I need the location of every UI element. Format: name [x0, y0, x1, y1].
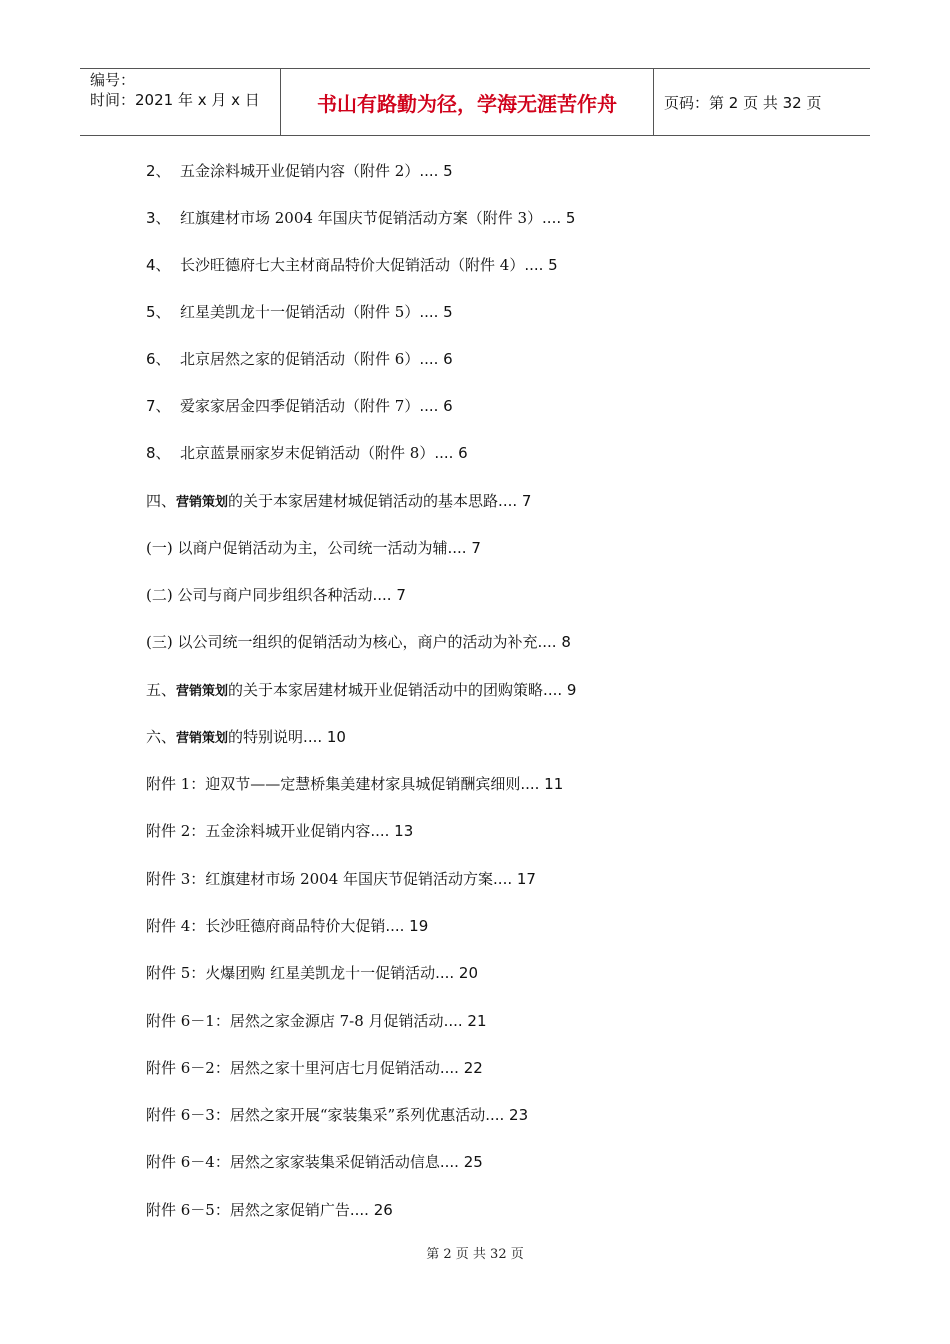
toc-appendix-title: 附件 6－1：居然之家金源店 7-8 月促销活动 [146, 1012, 444, 1030]
toc-appendix-title: 附件 6－2：居然之家十里河店七月促销活动 [146, 1059, 440, 1077]
toc-section-page: .... 9 [543, 681, 577, 699]
toc-appendix[interactable] [146, 1104, 528, 1126]
toc-entry-title: 北京蓝景丽家岁末促销活动（附件 8） [180, 444, 435, 462]
toc-entry-page: .... 6 [434, 444, 468, 462]
toc-section-prefix: 五、 [146, 681, 177, 699]
toc-appendix-page: .... 25 [439, 1153, 483, 1171]
toc-entry-title: 爱家家居金四季促销活动（附件 7） [180, 397, 420, 415]
toc-entry-number: 7、 [146, 397, 171, 415]
toc-entry-page: .... 5 [419, 303, 453, 321]
toc-entry-title: 红旗建材市场 2004 年国庆节促销活动方案（附件 3） [180, 209, 543, 227]
toc-entry[interactable] [146, 348, 453, 370]
toc-appendix-page: .... 13 [370, 822, 414, 840]
toc-appendix-title: 附件 3：红旗建材市场 2004 年国庆节促销活动方案 [146, 870, 494, 888]
toc-entry-title: 五金涂料城开业促销内容（附件 2） [180, 162, 420, 180]
toc-entry[interactable] [146, 207, 575, 229]
toc-appendix-title: 附件 6－4：居然之家家装集采促销活动信息 [146, 1153, 440, 1171]
toc-entry[interactable] [146, 442, 468, 464]
toc-appendix-title: 附件 5：火爆团购 红星美凯龙十一促销活动 [146, 964, 436, 982]
toc-appendix-title: 附件 6－3：居然之家开展“家装集采”系列优惠活动 [146, 1106, 486, 1124]
toc-appendix-page: .... 17 [493, 870, 536, 888]
toc-appendix[interactable] [146, 773, 563, 795]
toc-entry-number: 8、 [146, 444, 171, 462]
document-date: 时间：2021 年 x 月 x 日 [90, 91, 260, 109]
toc-entry-number: 3、 [146, 209, 171, 227]
toc-section-keyword: 营销策划 [176, 495, 229, 510]
toc-section-keyword: 营销策划 [176, 684, 229, 699]
toc-entry-title: 北京居然之家的促销活动（附件 6） [180, 350, 420, 368]
toc-section-prefix: 四、 [146, 492, 177, 510]
toc-appendix-title: 附件 2：五金涂料城开业促销内容 [146, 822, 371, 840]
toc-appendix-page: .... 21 [443, 1012, 487, 1030]
toc-entry-title: 红星美凯龙十一促销活动（附件 5） [180, 303, 420, 321]
toc-entry[interactable] [146, 395, 453, 417]
toc-appendix-page: .... 22 [439, 1059, 483, 1077]
toc-appendix-page: .... 19 [385, 917, 429, 935]
toc-section-page: .... 7 [498, 492, 532, 510]
toc-entry-number: 2、 [146, 162, 171, 180]
document-number-label: 编号： [90, 71, 136, 89]
toc-subsection[interactable] [146, 537, 481, 559]
toc-appendix-page: .... 26 [349, 1201, 393, 1219]
toc-subsection-title: (二) 公司与商户同步组织各种活动 [146, 586, 373, 604]
page-footer: 第 2 页 共 32 页 [426, 1247, 524, 1262]
toc-appendix[interactable] [146, 1010, 487, 1032]
toc-appendix-page: .... 20 [435, 964, 479, 982]
toc-entry-page: .... 5 [542, 209, 576, 227]
toc-appendix[interactable] [146, 1199, 393, 1221]
toc-appendix-page: .... 23 [485, 1106, 529, 1124]
toc-subsection-title: (三) 以公司统一组织的促销活动为核心，商户的活动为补充 [146, 633, 538, 651]
header-motto: 书山有路勤为径，学海无涯苦作舟 [317, 92, 617, 116]
toc-section-title: 的关于本家居建材城开业促销活动中的团购策略 [228, 681, 544, 699]
toc-section-6[interactable] [146, 726, 346, 750]
toc-section-title: 的特别说明 [228, 728, 304, 746]
toc-entry[interactable] [146, 160, 453, 182]
toc-section-keyword: 营销策划 [176, 731, 229, 746]
toc-appendix-title: 附件 4：长沙旺德府商品特价大促销 [146, 917, 386, 935]
toc-section-5[interactable] [146, 679, 576, 703]
toc-appendix-title: 附件 6－5：居然之家促销广告 [146, 1201, 350, 1219]
toc-section-page: .... 10 [303, 728, 346, 746]
toc-entry-page: .... 5 [524, 256, 558, 274]
toc-subsection-title: (一) 以商户促销活动为主，公司统一活动为辅 [146, 539, 448, 557]
toc-subsection-page: .... 7 [372, 586, 406, 604]
toc-entry[interactable] [146, 301, 453, 323]
toc-subsection[interactable] [146, 584, 406, 606]
toc-entry-number: 4、 [146, 256, 171, 274]
toc-appendix-page: .... 11 [520, 775, 564, 793]
header-page-info: 页码：第 2 页 共 32 页 [664, 94, 822, 112]
toc-entry-number: 5、 [146, 303, 171, 321]
toc-section-prefix: 六、 [146, 728, 177, 746]
toc-appendix-title: 附件 1：迎双节——定慧桥集美建材家具城促销酬宾细则 [146, 775, 521, 793]
toc-subsection[interactable] [146, 631, 571, 653]
toc-section-title: 的关于本家居建材城促销活动的基本思路 [228, 492, 499, 510]
toc-entry-number: 6、 [146, 350, 171, 368]
toc-entry-page: .... 6 [419, 350, 453, 368]
toc-subsection-page: .... 7 [447, 539, 481, 557]
toc-section-4[interactable] [146, 490, 531, 514]
toc-appendix[interactable] [146, 1151, 483, 1173]
toc-entry-title: 长沙旺德府七大主材商品特价大促销活动（附件 4） [180, 256, 525, 274]
toc-appendix[interactable] [146, 915, 428, 937]
toc-subsection-page: .... 8 [537, 633, 571, 651]
toc-entry-page: .... 6 [419, 397, 453, 415]
toc-entry-page: .... 5 [419, 162, 453, 180]
toc-appendix[interactable] [146, 820, 413, 842]
toc-appendix[interactable] [146, 962, 478, 984]
toc-appendix[interactable] [146, 868, 536, 890]
toc-appendix[interactable] [146, 1057, 483, 1079]
toc-entry[interactable] [146, 254, 558, 276]
